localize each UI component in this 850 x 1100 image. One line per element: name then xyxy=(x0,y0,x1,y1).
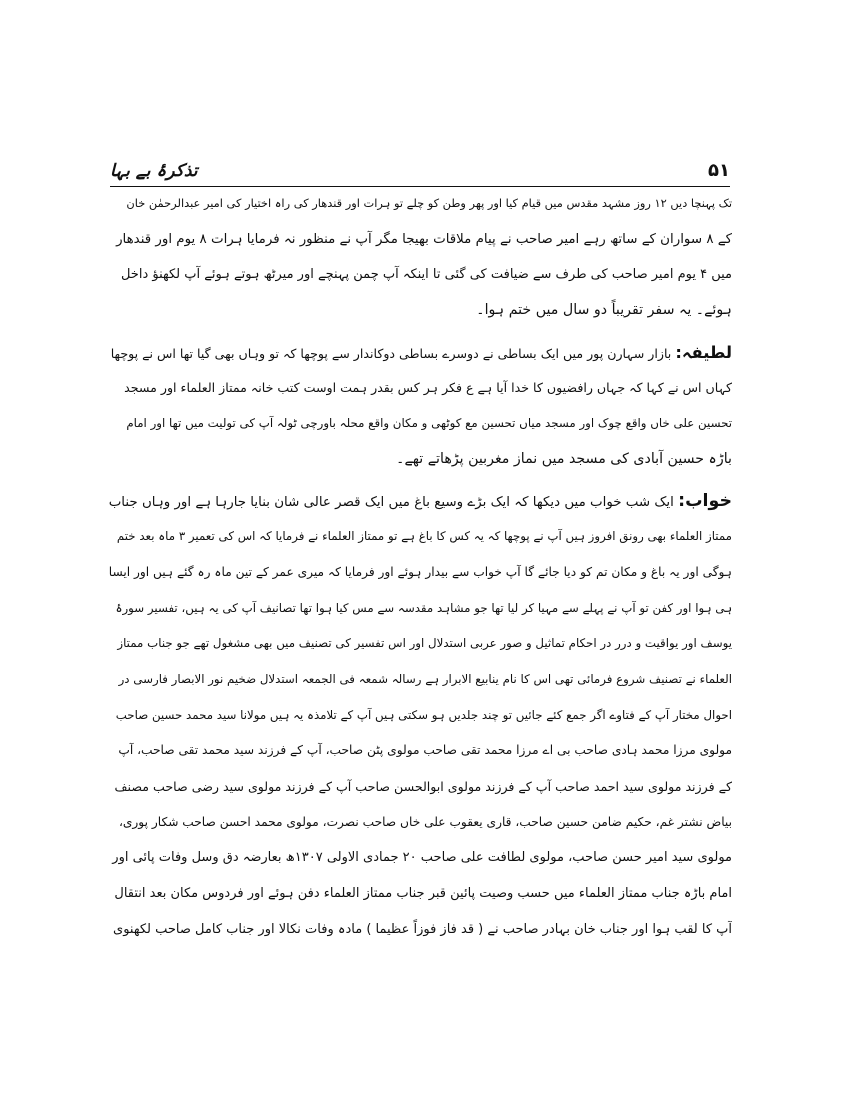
line-text: بازار سہارن پور میں ایک بساطی نے دوسرے بساطی دوکاندار سے پوچھا کہ تو وہاں بھی گیا تھا اس نے پوچھا xyxy=(110,345,672,361)
text-line: احوال مختار آپ کے فتاوے اگر جمع کئے جائیں تو چند جلدیں ہو سکتی ہیں آپ کے تلامذہ یہ ہیں مولانا سید محمد حسین صاحب xyxy=(115,707,732,722)
running-title: تذکرۂ بے بہا xyxy=(110,161,198,181)
text-line: مولوی مرزا محمد ہادی صاحب بی اے مرزا محمد تقی صاحب مولوی پٹن صاحب، آپ کے فرزند سید محمد تقی صاحب، آپ xyxy=(118,743,732,758)
section-heading-khwab: خواب: xyxy=(678,490,732,511)
text-line: باڑہ حسین آبادی کی مسجد میں نماز مغربین پڑھاتے تھے۔ xyxy=(396,450,732,467)
text-line: میں ۴ یوم امیر صاحب کی طرف سے ضیافت کی گئی تا اینکہ آپ چمن پہنچے اور میرٹھ ہوتے ہوئے آپ لکھنؤ داخل xyxy=(120,267,732,283)
section-heading-latifa: لطیفہ: xyxy=(675,342,732,362)
text-line: ممتاز العلماء بھی رونق افروز ہیں آپ نے پوچھا کہ یہ کس کا باغ ہے تو ممتاز العلماء نے فرمایا کہ اس کی تعمیر ۳ ماہ بعد ختم xyxy=(116,529,732,544)
page-header xyxy=(110,160,730,186)
text-line: تحسین علی خاں واقع چوک اور مسجد میاں تحسین مع کوٹھی و مکان واقع محلہ باورچی ٹولہ آپ کی تولیت میں تھا اور امام xyxy=(126,416,732,431)
line-text: ایک شب خواب میں دیکھا کہ ایک بڑے وسیع باغ میں ایک قصر عالی شان بنایا جارہا ہے اور وہاں جناب xyxy=(108,494,674,510)
text-line: مولوی سید امیر حسن صاحب، مولوی لطافت علی صاحب ۲۰ جمادی الاولی ۱۳۰۷ھ بعارضہ دق وسل وفات پائی اور xyxy=(112,850,732,866)
text-line: ہوئے۔ یہ سفر تقریباً دو سال میں ختم ہوا۔ xyxy=(476,302,732,319)
text-line: آپ کا لقب ہوا اور جناب خان بہادر صاحب نے ( قد فاز فوزاً عظیما ) مادہ وفات نکالا اور جناب کامل صاحب لکھنوی xyxy=(113,921,732,937)
text-line xyxy=(108,484,732,520)
page-number: ۵۱ xyxy=(708,160,730,181)
page-body xyxy=(108,186,732,947)
text-line: کہاں اس نے کہا کہ جہاں رافضیوں کا خدا آیا ہے ع فکر ہر کس بقدر ہمت اوست کتب خانہ ممتاز العلماء اور مسجد xyxy=(124,380,732,396)
text-line: ہوگی اور یہ باغ و مکان تم کو دیا جائے گا آپ خواب سے بیدار ہوئے اور فرمایا کہ میری عمر کے تین ماہ رہ گئے ہیں اور ایسا xyxy=(108,564,732,579)
text-line: کے ۸ سواران کے ساتھ رہے امیر صاحب نے پیام ملاقات بھیجا مگر آپ نے منظور نہ فرمایا ہرات ۸ یوم اور قندھار xyxy=(116,231,732,247)
text-line: تک پہنچا دیں ۱۲ روز مشہد مقدس میں قیام کیا اور پھر وطن کو چلے تو ہرات اور قندھار کی راہ اختیار کی امیر عبدالرحمٰن خان xyxy=(126,196,732,210)
text-line xyxy=(108,335,732,371)
text-line: ہی ہوا اور کفن تو آپ نے پہلے سے مہیا کر لیا تھا جو مشاہد مقدسہ سے مس کیا ہوا تھا تصانیف آپ کی یہ ہیں، تفسیر سورۂ xyxy=(115,600,732,615)
text-line: یوسف اور یواقیت و درر در احکام تماثیل و صور عربی استدلال اور اس تفسیر کی تصنیف میں بھی مشغول تھے جو جناب ممتاز xyxy=(117,636,732,651)
text-line: کے فرزند مولوی سید احمد صاحب آپ کے فرزند مولوی ابوالحسن صاحب آپ کے فرزند مولوی سید رضی صاحب مصنف xyxy=(114,779,732,794)
text-line: بیاض نشتر غم، حکیم ضامن حسین صاحب، قاری یعقوب علی خاں صاحب نصرت، مولوی محمد احسن صاحب شکار پوری، xyxy=(118,814,732,829)
text-line: العلماء نے تصنیف شروع فرمائی تھی اس کا نام ینابیع الابرار ہے رسالہ شمعہ فی الجمعہ استدلال ضخیم نور الابصار فارسی در xyxy=(118,671,732,686)
text-line: امام باڑہ جناب ممتاز العلماء میں حسب وصیت پائین قبر جناب ممتاز العلماء دفن ہوئے اور فردوس مکان بعد انتقال xyxy=(114,886,732,902)
